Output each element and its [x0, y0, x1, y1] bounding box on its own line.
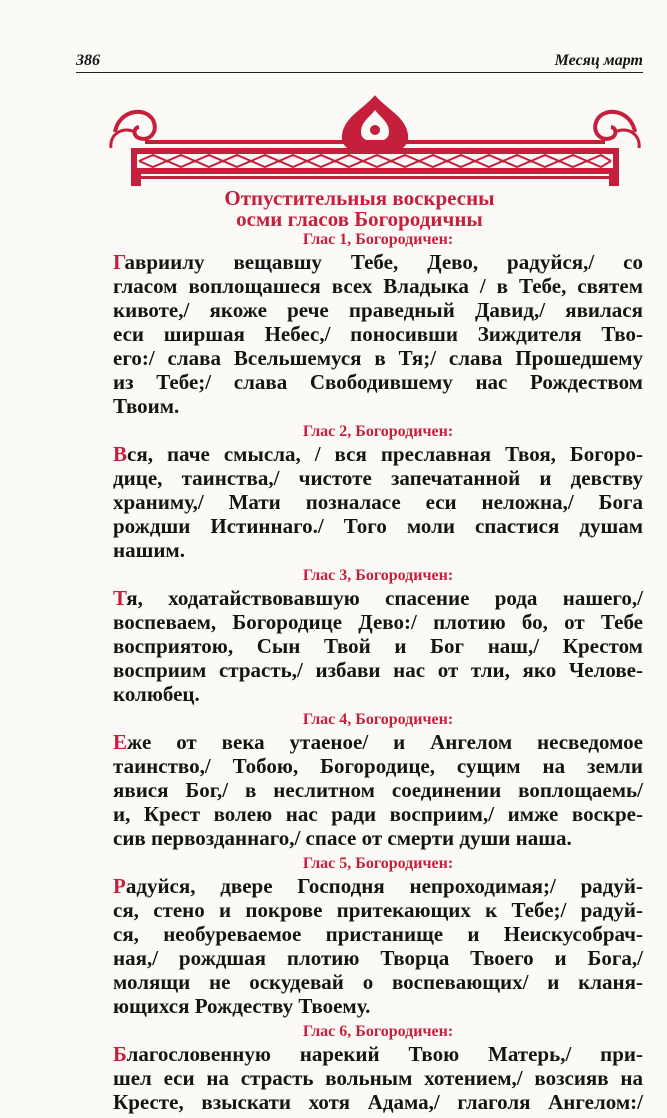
hymn-line [113, 1042, 643, 1066]
tone-heading: Глас 4, Богородичен: [302, 711, 454, 728]
hymn-line [113, 874, 643, 898]
hymn-line: ная,/ рождшая плотию Творца Твоего и Бога,/ [113, 946, 643, 970]
hymn-line: и, Крест волею нас ради восприим,/ имже воскре- [113, 802, 643, 826]
hymn-line [113, 442, 643, 466]
hymn-section [113, 230, 643, 418]
hymn-section [113, 566, 643, 706]
hymn-line-text: лагословенную нарекий Твою Матерь,/ при- [126, 1042, 643, 1066]
hymn-line: восприим страсть,/ избави нас от тли, яко Челове- [113, 658, 643, 682]
hymn-line: гласом воплощашеся всех Владыка / в Тебе, святем [113, 274, 643, 298]
hymn-text [113, 250, 643, 418]
tone-heading: Глас 1, Богородичен: [302, 231, 454, 248]
hymn-section [113, 422, 643, 562]
tone-heading: Глас 2, Богородичен: [302, 423, 454, 440]
red-initial: Е [113, 730, 128, 754]
hymn-text [113, 874, 643, 1018]
hymn-line: Кресте, взыскати хотя Адама,/ глаголя Ангелом:/ [113, 1090, 643, 1114]
hymn-text [113, 1042, 643, 1114]
hymn-text [113, 730, 643, 850]
red-initial: Р [113, 874, 126, 898]
decorative-headpiece [105, 92, 645, 187]
hymn-line: нашим. [113, 538, 185, 562]
hymn-line: ся, стено и покрове притекающих к Тебе;/ радуй- [113, 898, 643, 922]
hymn-line-text: авриилу вещавшу Тебе, Дево, радуйся,/ со [124, 250, 643, 274]
hymn-text [113, 586, 643, 706]
title-line-2: осми гласов Богородичны [236, 207, 483, 231]
hymn-line-text: ся, паче смысла, / вся преславная Твоя, Богоро- [127, 442, 643, 466]
hymn-line: из Тебе;/ слава Свободившему нас Рождеством [113, 370, 643, 394]
red-initial: Г [113, 250, 125, 274]
section-title [76, 188, 643, 230]
hymn-line: колюбец. [113, 682, 200, 706]
red-initial: Т [113, 586, 127, 610]
hymn-text [113, 442, 643, 562]
hymn-line: его:/ слава Всельшемуся в Тя;/ слава Прошедшему [113, 346, 643, 370]
hymn-line [113, 586, 643, 610]
hymn-section [113, 854, 643, 1018]
red-initial: В [113, 442, 128, 466]
running-header [76, 50, 643, 73]
running-title: Месяц март [554, 52, 643, 69]
hymn-line: ющихся Рождеству Твоему. [113, 994, 371, 1018]
hymn-line: шел еси на страсть вольным хотением,/ возсияв на [113, 1066, 643, 1090]
hymn-line: дице, таинства,/ чистоте запечатанной и девству [113, 466, 643, 490]
tone-heading: Глас 3, Богородичен: [302, 567, 454, 584]
hymn-line: молящи не оскудевай о воспевающих/ и кланя- [113, 970, 643, 994]
hymn-line: Твоим. [113, 394, 180, 418]
tone-heading: Глас 6, Богородичен: [302, 1023, 454, 1040]
hymn-line: кивоте,/ якоже рече праведный Давид,/ явилася [113, 298, 643, 322]
hymn-section [113, 1022, 643, 1114]
hymn-line: еси ширшая Небес,/ поносивши Зиждителя Тво- [113, 322, 643, 346]
hymn-line-text: адуйся, дверe Господня непроходимая;/ радуй- [125, 874, 643, 898]
hymn-line: храниму,/ Мати позналасе еси неложна,/ Бога [113, 490, 643, 514]
hymn-line-text: я, ходатайствовавшую спасение рода нашего,/ [126, 586, 643, 610]
hymn-line: явися Бог,/ в неслитном соединении воплощаемь/ [113, 778, 643, 802]
red-initial: Б [113, 1042, 127, 1066]
title-line-1: Отпустительныя воскресны [224, 186, 495, 210]
hymn-line: рождши Истиннаго./ Того моли спастися душам [113, 514, 643, 538]
hymn-line-text: же от века утаеное/ и Ангелом несведомое [127, 730, 643, 754]
hymn-line [113, 250, 643, 274]
page-number: 386 [76, 52, 100, 69]
hymn-line: ся, необуреваемое пристанище и Неискусобрач- [113, 922, 643, 946]
hymn-line [113, 730, 643, 754]
hymn-line: воспеваем, Богородице Дево:/ плотию бо, от Тебе [113, 610, 643, 634]
hymn-line: сив первозданнаго,/ спасе от смерти души наша. [113, 826, 572, 850]
hymn-list [113, 230, 643, 1118]
hymn-section [113, 710, 643, 850]
hymn-line: восприятою, Сын Твой и Бог наш,/ Крестом [113, 634, 643, 658]
hymn-line: таинство,/ Тобою, Богородице, сущим на земли [113, 754, 643, 778]
tone-heading: Глас 5, Богородичен: [302, 855, 454, 872]
